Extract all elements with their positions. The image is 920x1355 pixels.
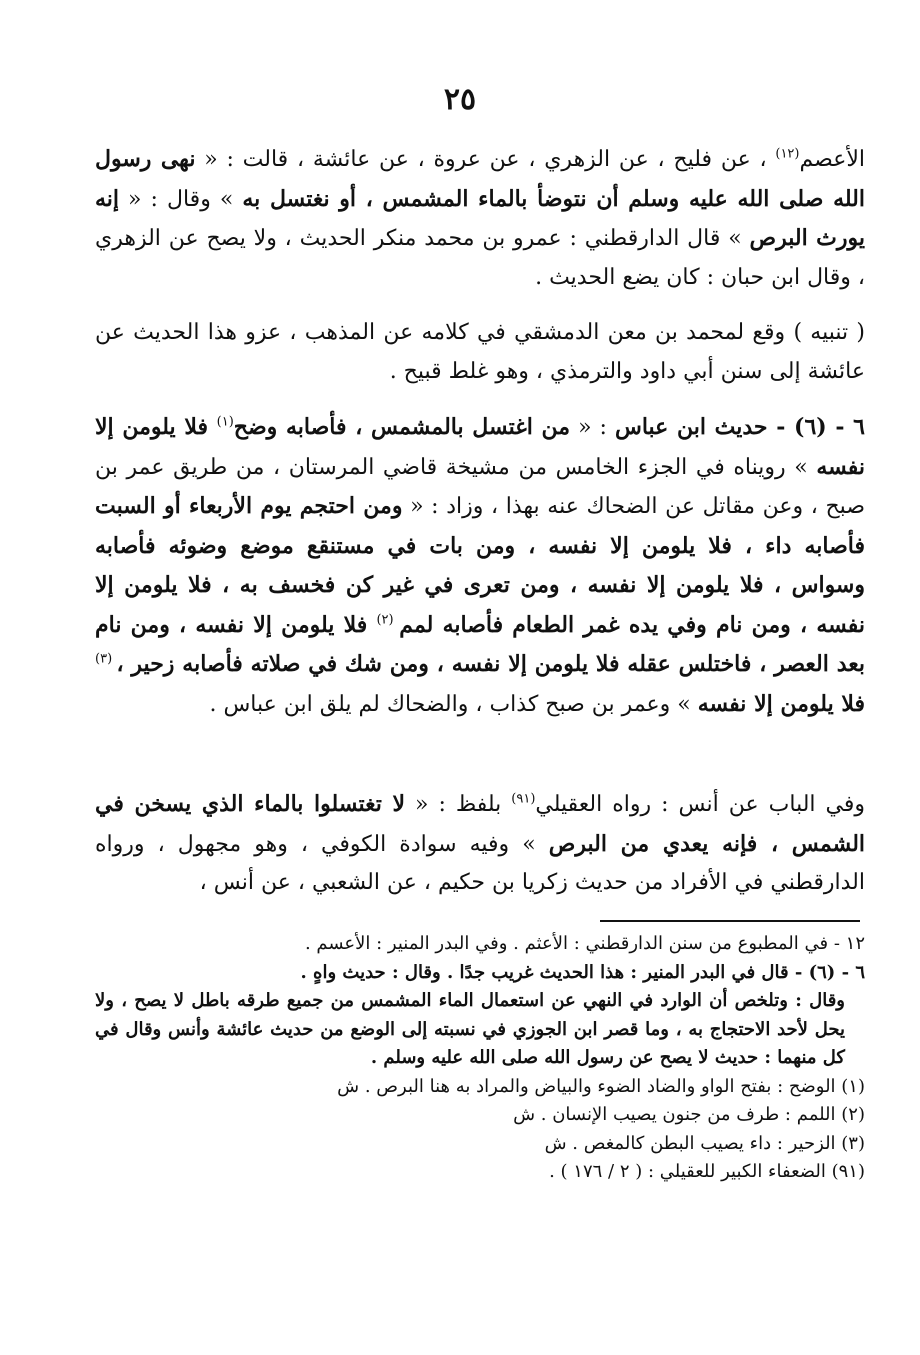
bold-text-run: لا تغتسلوا بالماء الذي يسخن في الشمس ، فإنه يعدي من البرص [95, 791, 866, 857]
text-run: » وعمر بن صبح كذاب ، والضحاك لم يلق ابن عباس . [209, 691, 698, 717]
footnote-marker: (١٢) [775, 146, 800, 162]
bold-text-run: فلا يلومن إلا نفسه [95, 414, 865, 480]
footnote-text: (١) الوضح : بفتح الواو والضاد الضوء والبياض والمراد به هنا البرص . ش [337, 1075, 865, 1097]
footnote-marker: (١) [216, 414, 234, 430]
footnote-marker: (٢) [376, 612, 400, 628]
footnote-item [95, 1073, 865, 1102]
text-run: » رويناه في الجزء الخامس من مشيخة قاضي المرستان ، من طريق عمر بن صبح ، وعن مقاتل عن الضحاك عنه بهذا ، وزاد : « [95, 454, 865, 519]
footnote-item [95, 1101, 865, 1130]
paragraph-anas-report [95, 785, 865, 903]
bold-text-run: من اغتسل بالمشمس ، فأصابه وضح [233, 414, 571, 440]
footnote-marker: (٣) [95, 651, 117, 667]
footnote-item [95, 959, 865, 988]
footnote-marker: (٩١) [511, 791, 536, 807]
footnote-item [95, 1158, 865, 1187]
footnotes [95, 930, 865, 1187]
footnote-text: ١٢ - في المطبوع من سنن الدارقطني : الأعثم . وفي البدر المنير : الأعسم . [304, 933, 865, 954]
text-run: ( تنبيه ) وقع لمحمد بن معن الدمشقي في كلامه عن المذهب ، عزو هذا الحديث عن عائشة إلى سنن أبي داود والترمذي ، وهو غلط قبيح . [95, 320, 865, 384]
bold-text-run: ومن احتجم يوم الأربعاء أو السبت فأصابه داء ، فلا يلومن إلا نفسه ، ومن بات في مستنقع موضع وضوئه فأصابه وسواس ، فلا يلومن إلا نفسه ، ومن تعرى في غير كن فخسف به ، فلا يلومن إلا نفسه ، ومن نام وفي يده غمر الطعام فأصابه لمم [95, 493, 865, 638]
text-run: » وفيه سوادة الكوفي ، وهو مجهول ، ورواه الدارقطني في الأفراد من حديث زكريا بن حكيم ، عن الشعبي ، عن أنس ، [95, 831, 865, 895]
footnote-item [95, 1130, 865, 1159]
text-run: بلفظ : « [405, 792, 512, 817]
page-number: ٢٥ [443, 82, 477, 117]
footnote-item [95, 930, 865, 959]
text-run: وفي الباب عن أنس : رواه العقيلي [535, 792, 865, 817]
bold-text-run: إنه يورث البرص [95, 185, 865, 251]
bold-text-run: فلا يلومن إلا نفسه ، ومن نام بعد العصر ، فاختلس عقله فلا يلومن إلا نفسه ، ومن شك في صلاته فأصابه زحير ، [95, 611, 865, 677]
bold-text-run: فلا يلومن إلا نفسه [697, 690, 865, 717]
footnote-item [95, 987, 865, 1073]
paragraph-athar-aisha [95, 140, 865, 297]
text-run: : « [570, 415, 615, 440]
text-run: » قال الدارقطني : عمرو بن محمد منكر الحديث ، ولا يصح عن الزهري ، وقال ابن حبان : كان يضع الحديث . [95, 226, 865, 290]
footnote-text: (٩١) الضعفاء الكبير للعقيلي : ( ٢ / ١٧٦ ) . [549, 1161, 865, 1182]
footnote-text: (٢) اللمم : طرف من جنون يصيب الإنسان . ش [513, 1104, 865, 1125]
footnote-text: (٣) الزحير : داء يصيب البطن كالمغص . ش [544, 1132, 865, 1154]
text-run: » وقال : « [119, 186, 243, 212]
bold-text-run: ٦ - (٦) - حديث ابن عباس [614, 414, 865, 440]
paragraph-hadith-ibn-abbas [95, 408, 865, 724]
text-run: الأعصم [799, 147, 865, 172]
footnote-text: وقال : وتلخص أن الوارد في النهي عن استعمال الماء المشمس من جميع طرقه باطل لا يصح ، ولا يحل لأحد الاحتجاج به ، وما قصر ابن الجوزي في نسبته إلى الوضع من حديث عائشة وأنس وقال في كل منهما : حديث لا يصح عن رسول الله صلى الله عليه وسلم . [95, 990, 845, 1068]
footnote-separator [600, 920, 860, 922]
bold-text-run: نهى رسول الله صلى الله عليه وسلم أن نتوضأ بالماء المشمس ، أو نغتسل به [95, 146, 865, 212]
text-run: ، عن فليح ، عن الزهري ، عن عروة ، عن عائشة ، قالت : « [195, 147, 776, 172]
paragraph-tanbih [95, 314, 865, 391]
footnote-text: ٦ - (٦) - قال في البدر المنير : هذا الحديث غريب جدًا . وقال : حديث واهٍ . [300, 961, 865, 983]
